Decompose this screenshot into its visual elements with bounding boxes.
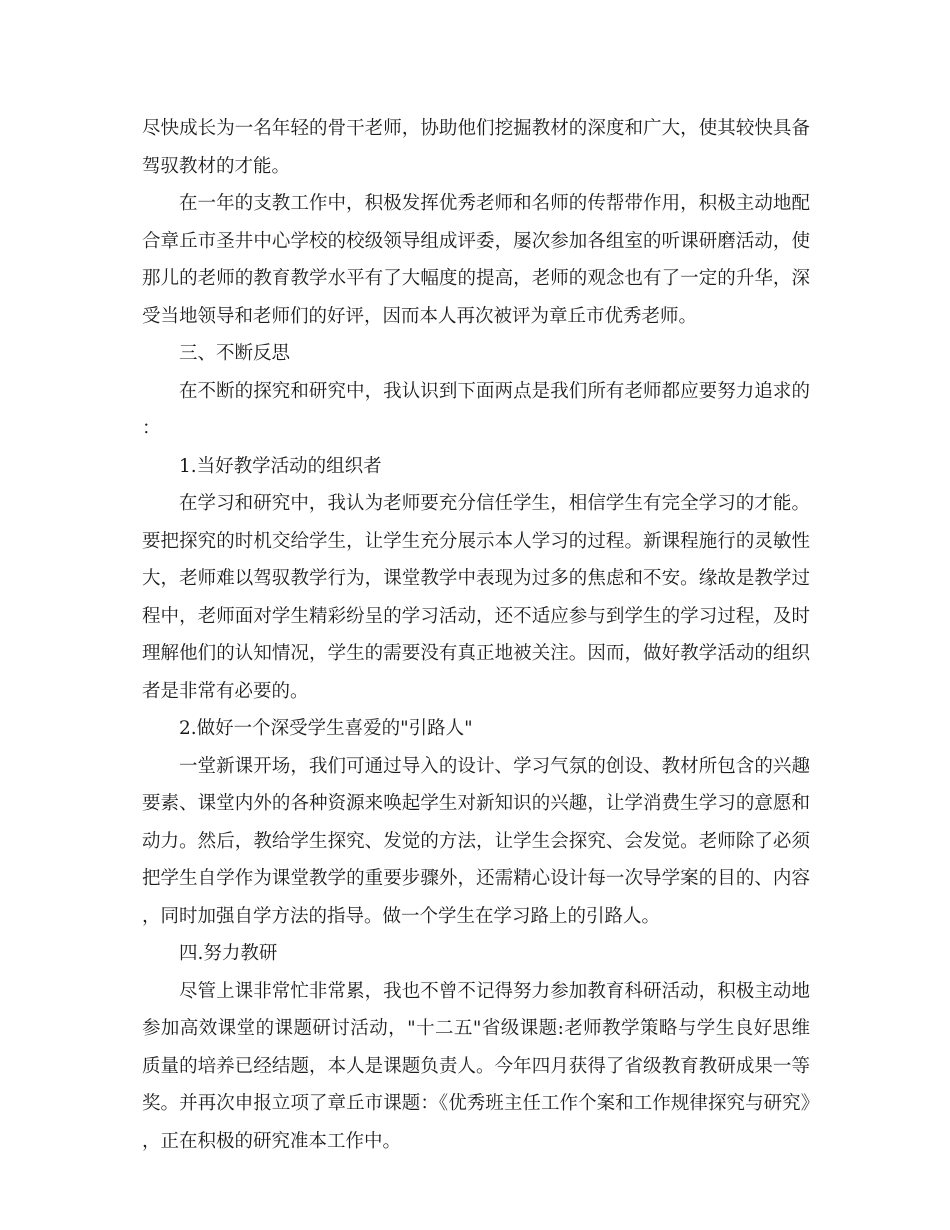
paragraph-2: 在一年的支教工作中，积极发挥优秀老师和名师的传帮带作用，积极主动地配合章丘市圣井中心学校的校级领导组成评委，屡次参加各组室的听课研磨活动，使那儿的老师的教育教学水平有了大幅度的提高，老师的观念也有了一定的升华，深受当地领导和老师们的好评，因而本人再次被评为章丘市优秀老师。 [142,193,810,327]
subheading-1: 1.当好教学活动的组织者 [179,455,382,477]
section-heading-3: 三、不断反思 [179,343,291,364]
paragraph-6: 在学习和研究中，我认为老师要充分信任学生，相信学生有完全学习的才能。要把探究的时机交给学生，让学生充分展示本人学习的过程。新课程施行的灵敏性大，老师难以驾驭教学行为，课堂教学中表现为过多的焦虑和不安。缘故是教学过程中，老师面对学生精彩纷呈的学习活动，还不适应参与到学生的学习过程，及时理解他们的认知情况，学生的需要没有真正地被关注。因而，做好教学活动的组织者是非常有必要的。 [142,493,810,702]
document-body [142,110,810,1160]
paragraph-1: 尽快成长为一名年轻的骨干老师，协助他们挖掘教材的深度和广大，使其较快具备驾驭教材的才能。 [142,118,810,177]
paragraph-8: 一堂新课开场，我们可通过导入的设计、学习气氛的创设、教材所包含的兴趣要素、课堂内外的各种资源来唤起学生对新知识的兴趣，让学消费生学习的意愿和动力。然后，教给学生探究、发觉的方法，让学生会探究、会发觉。老师除了必须把学生自学作为课堂教学的重要步骤外，还需精心设计每一次导学案的目的、内容，同时加强自学方法的指导。做一个学生在学习路上的引路人。 [142,755,810,927]
paragraph-4: 在不断的探究和研究中，我认识到下面两点是我们所有老师都应要努力追求的： [142,380,810,439]
subheading-2: 2.做好一个深受学生喜爱的"引路人" [179,718,473,739]
paragraph-10: 尽管上课非常忙非常累，我也不曾不记得努力参加教育科研活动，积极主动地参加高效课堂的课题研讨活动，"十二五"省级课题:老师教学策略与学生良好思维质量的培养已经结题，本人是课题负责人。今年四月获得了省级教育教研成果一等奖。并再次申报立项了章丘市课题：《优秀班主任工作个案和工作规律探究与研究》，正在积极的研究准本工作中。 [142,980,810,1152]
section-heading-4: 四.努力教研 [179,943,278,964]
